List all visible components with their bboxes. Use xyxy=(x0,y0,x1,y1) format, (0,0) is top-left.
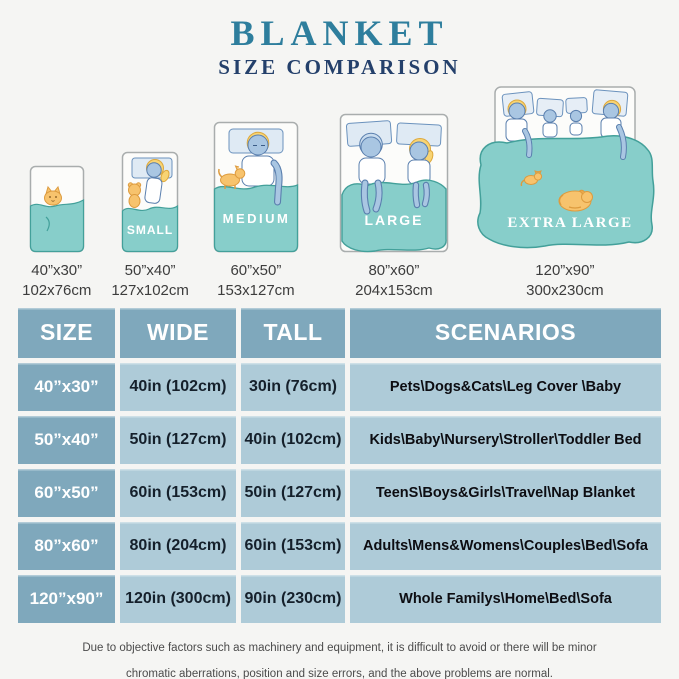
header xyxy=(0,0,679,80)
table-cell-scenarios: Adults\Mens&Womens\Couples\Bed\Sofa xyxy=(350,522,661,570)
table-cell-size: 80”x60” xyxy=(18,522,115,570)
table-header-size: SIZE xyxy=(18,308,115,358)
size-cm: 102x76cm xyxy=(22,282,92,300)
medium-blanket-illustration xyxy=(213,121,299,253)
table-header-scenarios: SCENARIOS xyxy=(350,308,661,358)
table-cell-wide: 40in (102cm) xyxy=(120,363,236,411)
table-cell-tall: 90in (230cm) xyxy=(241,575,345,623)
size-inches: 40”x30” xyxy=(31,262,83,280)
sleeping-man xyxy=(359,133,385,184)
table-cell-tall: 30in (76cm) xyxy=(241,363,345,411)
table-cell-scenarios: TeenS\Boys&Girls\Travel\Nap Blanket xyxy=(350,469,661,517)
large-blanket-illustration xyxy=(339,113,449,253)
size-caption xyxy=(22,261,91,302)
disclaimer-line-2: chromatic aberrations, position and size errors, and the above problems are normal. xyxy=(126,668,553,679)
table-cell-wide: 120in (300cm) xyxy=(120,575,236,623)
size-cm: 127x102cm xyxy=(111,282,189,300)
table-header-tall: TALL xyxy=(241,308,345,358)
table-cell-size: 120”x90” xyxy=(18,575,115,623)
extra-large-blanket-illustration xyxy=(473,85,657,253)
size-cm: 153x127cm xyxy=(217,282,295,300)
table-cell-wide: 80in (204cm) xyxy=(120,522,236,570)
size-caption xyxy=(217,261,295,302)
size-inches: 60”x50” xyxy=(230,262,282,280)
blanket-column-small xyxy=(111,151,189,302)
table-cell-size: 40”x30” xyxy=(18,363,115,411)
blanket-column-extra-large xyxy=(473,85,657,302)
size-inches: 50”x40” xyxy=(124,262,176,280)
size-caption xyxy=(111,261,189,302)
size-cm: 300x230cm xyxy=(526,282,604,300)
table-cell-scenarios: Whole Familys\Home\Bed\Sofa xyxy=(350,575,661,623)
table-cell-tall: 40in (102cm) xyxy=(241,416,345,464)
size-comparison-table xyxy=(18,308,661,623)
dog-icon xyxy=(559,190,593,211)
table-cell-wide: 50in (127cm) xyxy=(120,416,236,464)
blanket-illustrations-row xyxy=(0,84,679,302)
disclaimer xyxy=(0,635,679,679)
table-header-wide: WIDE xyxy=(120,308,236,358)
table-cell-size: 50”x40” xyxy=(18,416,115,464)
blanket-column-large xyxy=(339,113,449,302)
table-cell-wide: 60in (153cm) xyxy=(120,469,236,517)
size-inches: 80”x60” xyxy=(368,262,420,280)
table-cell-tall: 60in (153cm) xyxy=(241,522,345,570)
blanket-size-label: MEDIUM xyxy=(222,211,291,227)
size-inches: 120”x90” xyxy=(535,262,595,280)
blanket-column-medium xyxy=(213,121,299,302)
size-cm: 204x153cm xyxy=(355,282,433,300)
size-caption xyxy=(526,261,604,302)
blanket-size-label: LARGE xyxy=(364,212,424,229)
table-cell-scenarios: Kids\Baby\Nursery\Stroller\Toddler Bed xyxy=(350,416,661,464)
disclaimer-line-1: Due to objective factors such as machinery and equipment, it is difficult to avoid or there will be minor xyxy=(82,641,597,654)
table-cell-size: 60”x50” xyxy=(18,469,115,517)
page-title: BLANKET xyxy=(230,13,449,53)
small-blanket-illustration xyxy=(121,151,179,253)
page-subtitle: SIZE COMPARISON xyxy=(218,54,461,79)
blanket-shape xyxy=(30,200,83,252)
table-cell-tall: 50in (127cm) xyxy=(241,469,345,517)
blanket-size-label: SMALL xyxy=(126,223,174,238)
blanket-column-pet xyxy=(22,165,91,302)
pet-blanket-illustration xyxy=(29,165,85,253)
size-caption xyxy=(355,261,433,302)
blanket-size-label: EXTRA LARGE xyxy=(507,215,633,232)
table-cell-scenarios: Pets\Dogs&Cats\Leg Cover \Baby xyxy=(350,363,661,411)
